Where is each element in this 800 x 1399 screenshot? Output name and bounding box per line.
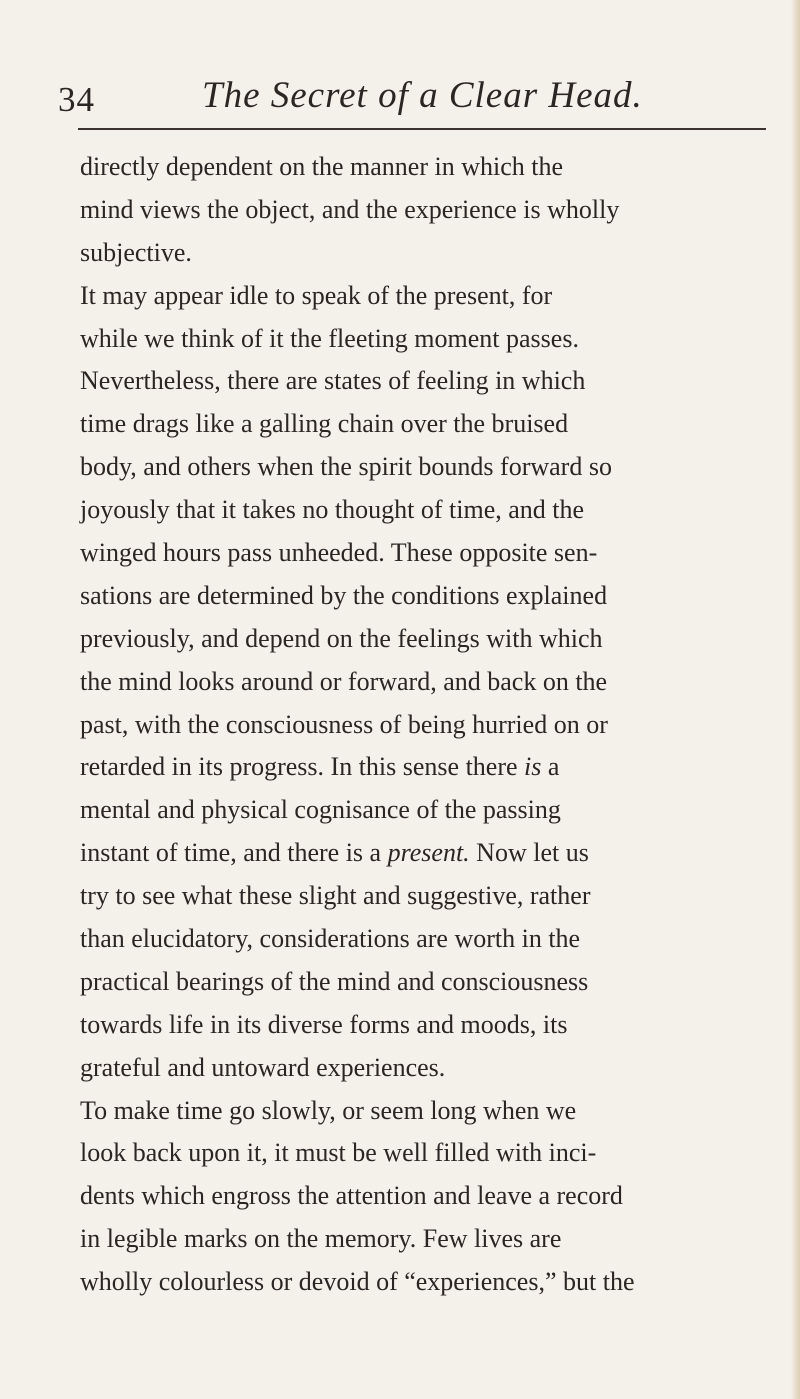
text-line: To make time go slowly, or seem long when we	[80, 1095, 577, 1125]
text-line: the mind looks around or forward, and back on the	[80, 666, 608, 696]
text-line: previously, and depend on the feelings with which	[80, 623, 603, 653]
text-line: sations are determined by the conditions explained	[80, 580, 608, 610]
text-run: instant of time, and there is a	[80, 838, 382, 868]
running-title: The Secret of a Clear Head.	[202, 75, 643, 116]
text-line: subjective.	[80, 237, 192, 267]
text-line: towards life in its diverse forms and moods, its	[80, 1009, 568, 1039]
text-line: grateful and untoward experiences.	[80, 1052, 446, 1082]
header-rule	[78, 128, 766, 130]
text-run: Now let us	[476, 838, 589, 868]
italic-text: is	[524, 752, 542, 782]
body-text	[80, 146, 766, 1304]
text-line: past, with the consciousness of being hurried on or	[80, 709, 608, 739]
text-line: body, and others when the spirit bounds forward so	[80, 452, 612, 482]
text-line: It may appear idle to speak of the present, for	[80, 280, 553, 310]
page-number: 34	[58, 80, 95, 119]
text-run: a	[547, 752, 560, 782]
text-line: joyously that it takes no thought of time, and the	[80, 495, 585, 525]
text-line: look back upon it, it must be well filled with inci-	[80, 1138, 597, 1168]
text-run: retarded in its progress. In this sense there	[80, 752, 518, 782]
text-line: in legible marks on the memory. Few lives are	[80, 1224, 562, 1254]
text-line: directly dependent on the manner in which the	[80, 152, 564, 181]
text-line: Nevertheless, there are states of feeling in which	[80, 366, 586, 396]
text-line: than elucidatory, considerations are worth in the	[80, 924, 581, 954]
text-line: dents which engross the attention and leave a record	[80, 1181, 623, 1211]
text-line: mind views the object, and the experience is wholly	[80, 194, 620, 224]
text-line: winged hours pass unheeded. These opposite sen-	[80, 538, 598, 568]
italic-text: present.	[387, 838, 470, 868]
text-line: try to see what these slight and suggestive, rather	[80, 881, 591, 911]
text-line: time drags like a galling chain over the bruised	[80, 409, 569, 439]
text-line: practical bearings of the mind and consciousness	[80, 966, 589, 996]
page-edge	[791, 0, 800, 1399]
text-line-mixed	[80, 746, 766, 789]
text-line: while we think of it the fleeting moment passes.	[80, 323, 579, 353]
text-line-mixed	[80, 832, 766, 875]
text-line: wholly colourless or devoid of “experiences,” but the	[80, 1267, 635, 1297]
text-line: mental and physical cognisance of the passing	[80, 795, 561, 825]
